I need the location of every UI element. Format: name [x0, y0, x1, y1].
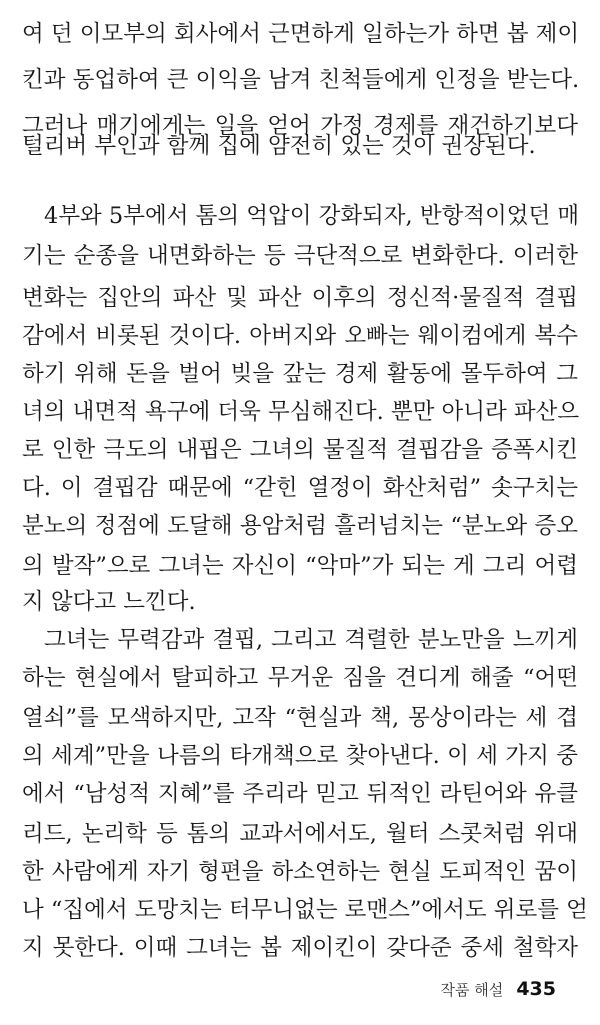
text-line: 열쇠”를 모색하지만, 고작 “현실과 책, 몽상이라는 세 겹	[22, 705, 578, 731]
text-line: 에서 “남성적 지혜”를 주리라 믿고 뒤적인 라틴어와 유클	[22, 781, 578, 807]
page-footer	[441, 974, 557, 1004]
page-number: 435	[516, 978, 556, 1000]
text-line: 리드, 논리학 등 톰의 교과서에서도, 월터 스콧처럼 위대	[22, 821, 578, 847]
text-line: 4부와 5부에서 톰의 억압이 강화되자, 반항적이었던 매	[44, 203, 580, 229]
text-line: 다. 이 결핍감 때문에 “갇힌 열정이 화산처럼” 솟구치는	[22, 475, 578, 501]
text-line: 여 던 이모부의 회사에서 근면하게 일하는가 하면 봅 제이	[22, 21, 580, 47]
section-title: 작품 해설	[440, 981, 504, 999]
text-line: 한 사람에게 자기 형편을 하소연하는 현실 도피적인 꿈이	[22, 859, 578, 885]
text-line: 그녀는 무력감과 결핍, 그리고 격렬한 분노만을 느끼게	[44, 627, 578, 653]
text-line: 감에서 비롯된 것이다. 아버지와 오빠는 웨이컴에게 복수	[22, 323, 578, 349]
text-line: 지 못한다. 이때 그녀는 봅 제이킨이 갖다준 중세 철학자	[22, 935, 578, 961]
text-line: 변화는 집안의 파산 및 파산 이후의 정신적·물질적 결핍	[22, 285, 578, 311]
text-line: 지 않다고 느낀다.	[22, 589, 196, 615]
text-line: 로 인한 극도의 내핍은 그녀의 물질적 결핍감을 증폭시킨	[22, 437, 578, 463]
text-line: 하는 현실에서 탈피하고 무거운 짐을 견디게 해줄 “어떤	[22, 665, 578, 691]
text-line: 킨과 동업하여 큰 이익을 남겨 친척들에게 인정을 받는다.	[22, 67, 580, 93]
text-line: 기는 순종을 내면화하는 등 극단적으로 변화한다. 이러한	[22, 243, 578, 269]
text-line: 하기 위해 돈을 벌어 빚을 갚는 경제 활동에 몰두하여 그	[22, 361, 578, 387]
text-line: 털리버 부인과 함께 집에 얌전히 있는 것이 권장된다.	[22, 133, 536, 159]
text-line: 분노의 정점에 도달해 용암처럼 흘러넘치는 “분노와 증오	[22, 513, 578, 539]
text-line: 의 발작”으로 그녀는 자신이 “악마”가 되는 게 그리 어렵	[22, 553, 578, 579]
text-line: 의 세계”만을 나름의 타개책으로 찾아낸다. 이 세 가지 중	[22, 743, 578, 769]
text-line: 그러나 매기에게는 일을 얻어 가정 경제를 재건하기보다	[22, 113, 578, 139]
text-line: 나 “집에서 도망치는 터무니없는 로맨스”에서도 위로를 얻	[22, 897, 588, 923]
text-line: 녀의 내면적 욕구에 더욱 무심해진다. 뿐만 아니라 파산으	[22, 399, 580, 425]
